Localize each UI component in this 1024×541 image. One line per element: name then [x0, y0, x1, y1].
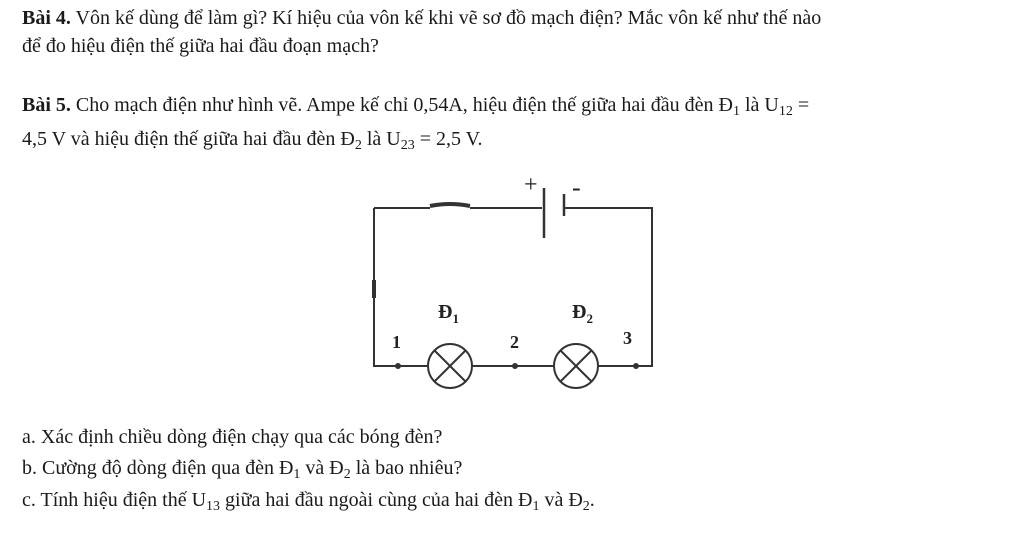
- bai5-sub-2: 2: [354, 138, 362, 153]
- question-b-sub-1: 1: [293, 467, 301, 482]
- question-c-text-b: giữa hai đầu ngoài cùng của hai đèn Đ: [220, 489, 533, 511]
- question-b: [22, 456, 462, 480]
- lamp-2-label: $Đ_2$: [572, 301, 593, 326]
- question-b-text-c: là bao nhiêu?: [350, 457, 463, 479]
- bai5-text-1a: Cho mạch điện như hình vẽ. Ampe kế chỉ 0,54A, hiệu điện thế giữa hai đầu đèn Đ: [70, 94, 733, 116]
- question-b-text-b: và Đ: [300, 457, 344, 479]
- circuit-diagram: [360, 170, 670, 395]
- bai5-text-1c: =: [792, 94, 810, 116]
- bai5-line-1: [22, 93, 809, 117]
- question-c-sub-2: 2: [582, 499, 590, 514]
- battery-plus-label: +: [524, 172, 538, 198]
- question-c-text-a: c. Tính hiệu điện thế U: [22, 489, 207, 511]
- bai4-text-2: để đo hiệu điện thế giữa hai đầu đoạn mạch?: [22, 35, 379, 57]
- bai5-label: Bài 5.: [22, 94, 71, 116]
- question-c-sub-1: 1: [532, 499, 540, 514]
- node-3-label: 3: [623, 328, 632, 348]
- switch-contact: [430, 204, 470, 206]
- bai5-line-2: [22, 127, 483, 151]
- battery-minus-label: -: [572, 173, 581, 202]
- bai5-text-2b: là U: [361, 128, 401, 150]
- bai4-text-1: Vôn kế dùng để làm gì? Kí hiệu của vôn kế khi vẽ sơ đồ mạch điện? Mắc vôn kế như thế nào: [70, 7, 822, 29]
- bai4-line-1: [22, 6, 821, 30]
- question-a-text: a. Xác định chiều dòng điện chạy qua các bóng đèn?: [22, 426, 443, 448]
- question-b-text-a: b. Cường độ dòng điện qua đèn Đ: [22, 457, 294, 479]
- bai5-text-2c: = 2,5 V.: [414, 128, 483, 150]
- bai4-line-2: [22, 34, 379, 58]
- node-2-dot: [512, 363, 518, 369]
- question-a: [22, 425, 442, 449]
- bai5-text-1b: là U: [740, 94, 779, 116]
- node-1-label: 1: [392, 332, 401, 352]
- bai5-sub-1: 1: [733, 104, 740, 119]
- node-2-label: 2: [510, 332, 519, 352]
- bai5-sub-12: 12: [778, 104, 793, 119]
- question-c-text-c: và Đ: [539, 489, 583, 511]
- bai4-label: Bài 4.: [22, 7, 71, 29]
- bai5-text-2a: 4,5 V và hiệu điện thế giữa hai đầu đèn Đ: [22, 128, 355, 150]
- bai5-sub-23: 23: [400, 138, 415, 153]
- question-c-sub-13: 13: [206, 499, 221, 514]
- question-b-sub-2: 2: [343, 467, 351, 482]
- question-c: [22, 488, 595, 512]
- wire-top-right: [564, 208, 652, 366]
- lamp-1-label: $Đ_1$: [438, 301, 459, 326]
- node-1-dot: [395, 363, 401, 369]
- node-3-dot: [633, 363, 639, 369]
- question-c-text-d: .: [589, 489, 595, 511]
